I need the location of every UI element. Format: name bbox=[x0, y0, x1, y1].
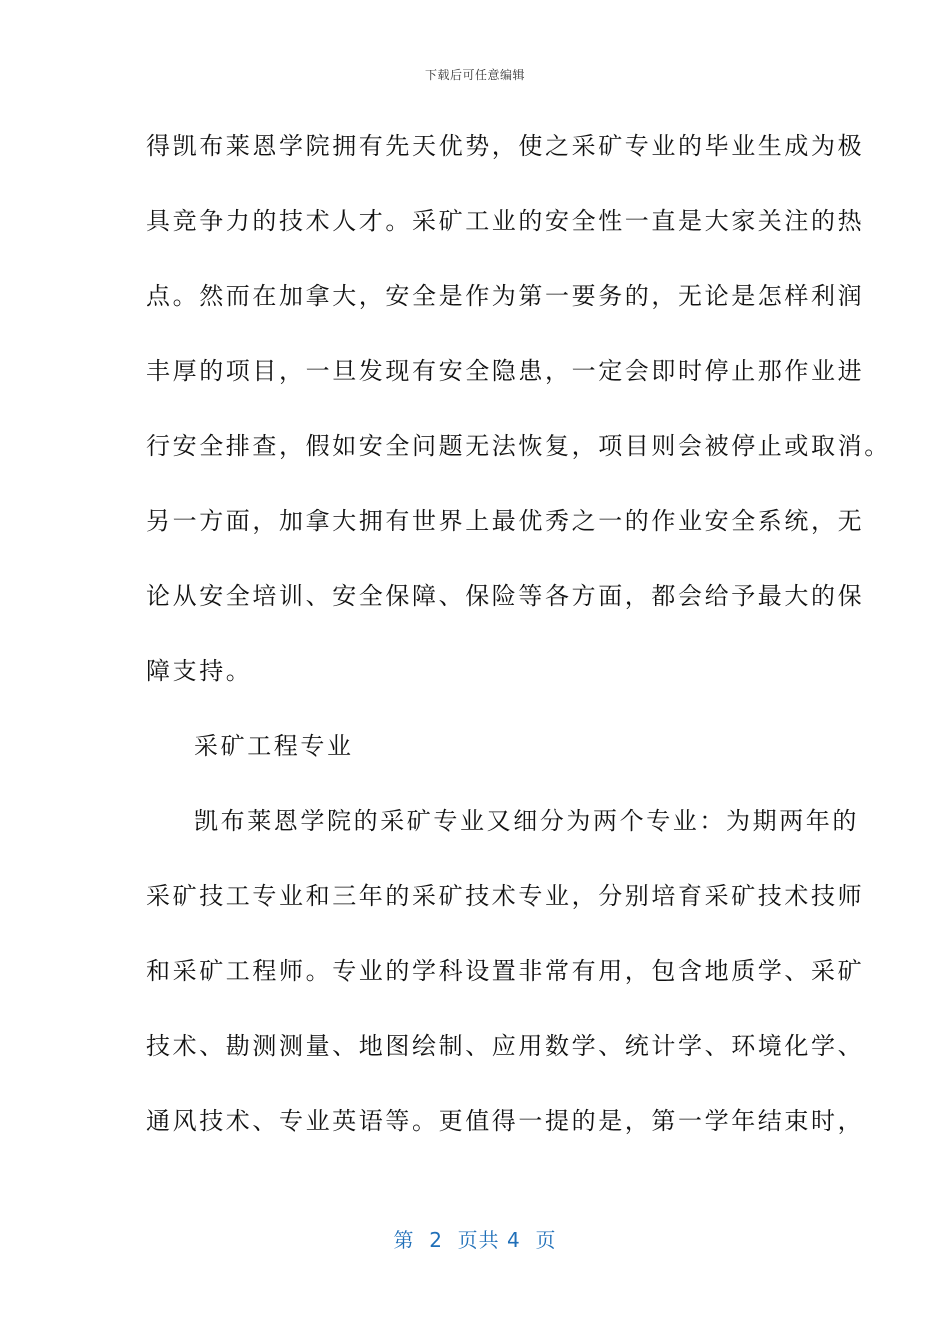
body-text bbox=[146, 123, 891, 1173]
paragraph-line: 和采矿工程师。专业的学科设置非常有用，包含地质学、采矿 bbox=[146, 957, 865, 985]
paragraph-line: 障支持。 bbox=[146, 657, 253, 685]
paragraph-line: 另一方面，加拿大拥有世界上最优秀之一的作业安全系统，无 bbox=[146, 507, 865, 535]
paragraph-line: 得凯布莱恩学院拥有先天优势，使之采矿专业的毕业生成为极 bbox=[146, 132, 865, 160]
section-heading: 采矿工程专业 bbox=[194, 732, 354, 760]
paragraph-line: 点。然而在加拿大，安全是作为第一要务的，无论是怎样利润 bbox=[146, 282, 865, 310]
paragraph-line: 通风技术、专业英语等。更值得一提的是，第一学年结束时， bbox=[146, 1107, 865, 1135]
paragraph-line: 具竞争力的技术人才。采矿工业的安全性一直是大家关注的热 bbox=[146, 207, 865, 235]
paragraph-line: 论从安全培训、安全保障、保险等各方面，都会给予最大的保 bbox=[146, 582, 865, 610]
paragraph-line: 丰厚的项目，一旦发现有安全隐患，一定会即时停止那作业进 bbox=[146, 357, 865, 385]
paragraph-line: 凯布莱恩学院的采矿专业又细分为两个专业：为期两年的 bbox=[194, 807, 859, 835]
paragraph-line: 技术、勘测测量、地图绘制、应用数学、统计学、环境化学、 bbox=[146, 1032, 865, 1060]
header-note: 下载后可任意编辑 bbox=[424, 68, 525, 82]
page-number: 第 2 页共 4 页 bbox=[393, 1228, 557, 1252]
paragraph-line: 采矿技工专业和三年的采矿技术专业，分别培育采矿技术技师 bbox=[146, 882, 865, 910]
paragraph-line: 行安全排查，假如安全问题无法恢复，项目则会被停止或取消。 bbox=[146, 432, 891, 460]
